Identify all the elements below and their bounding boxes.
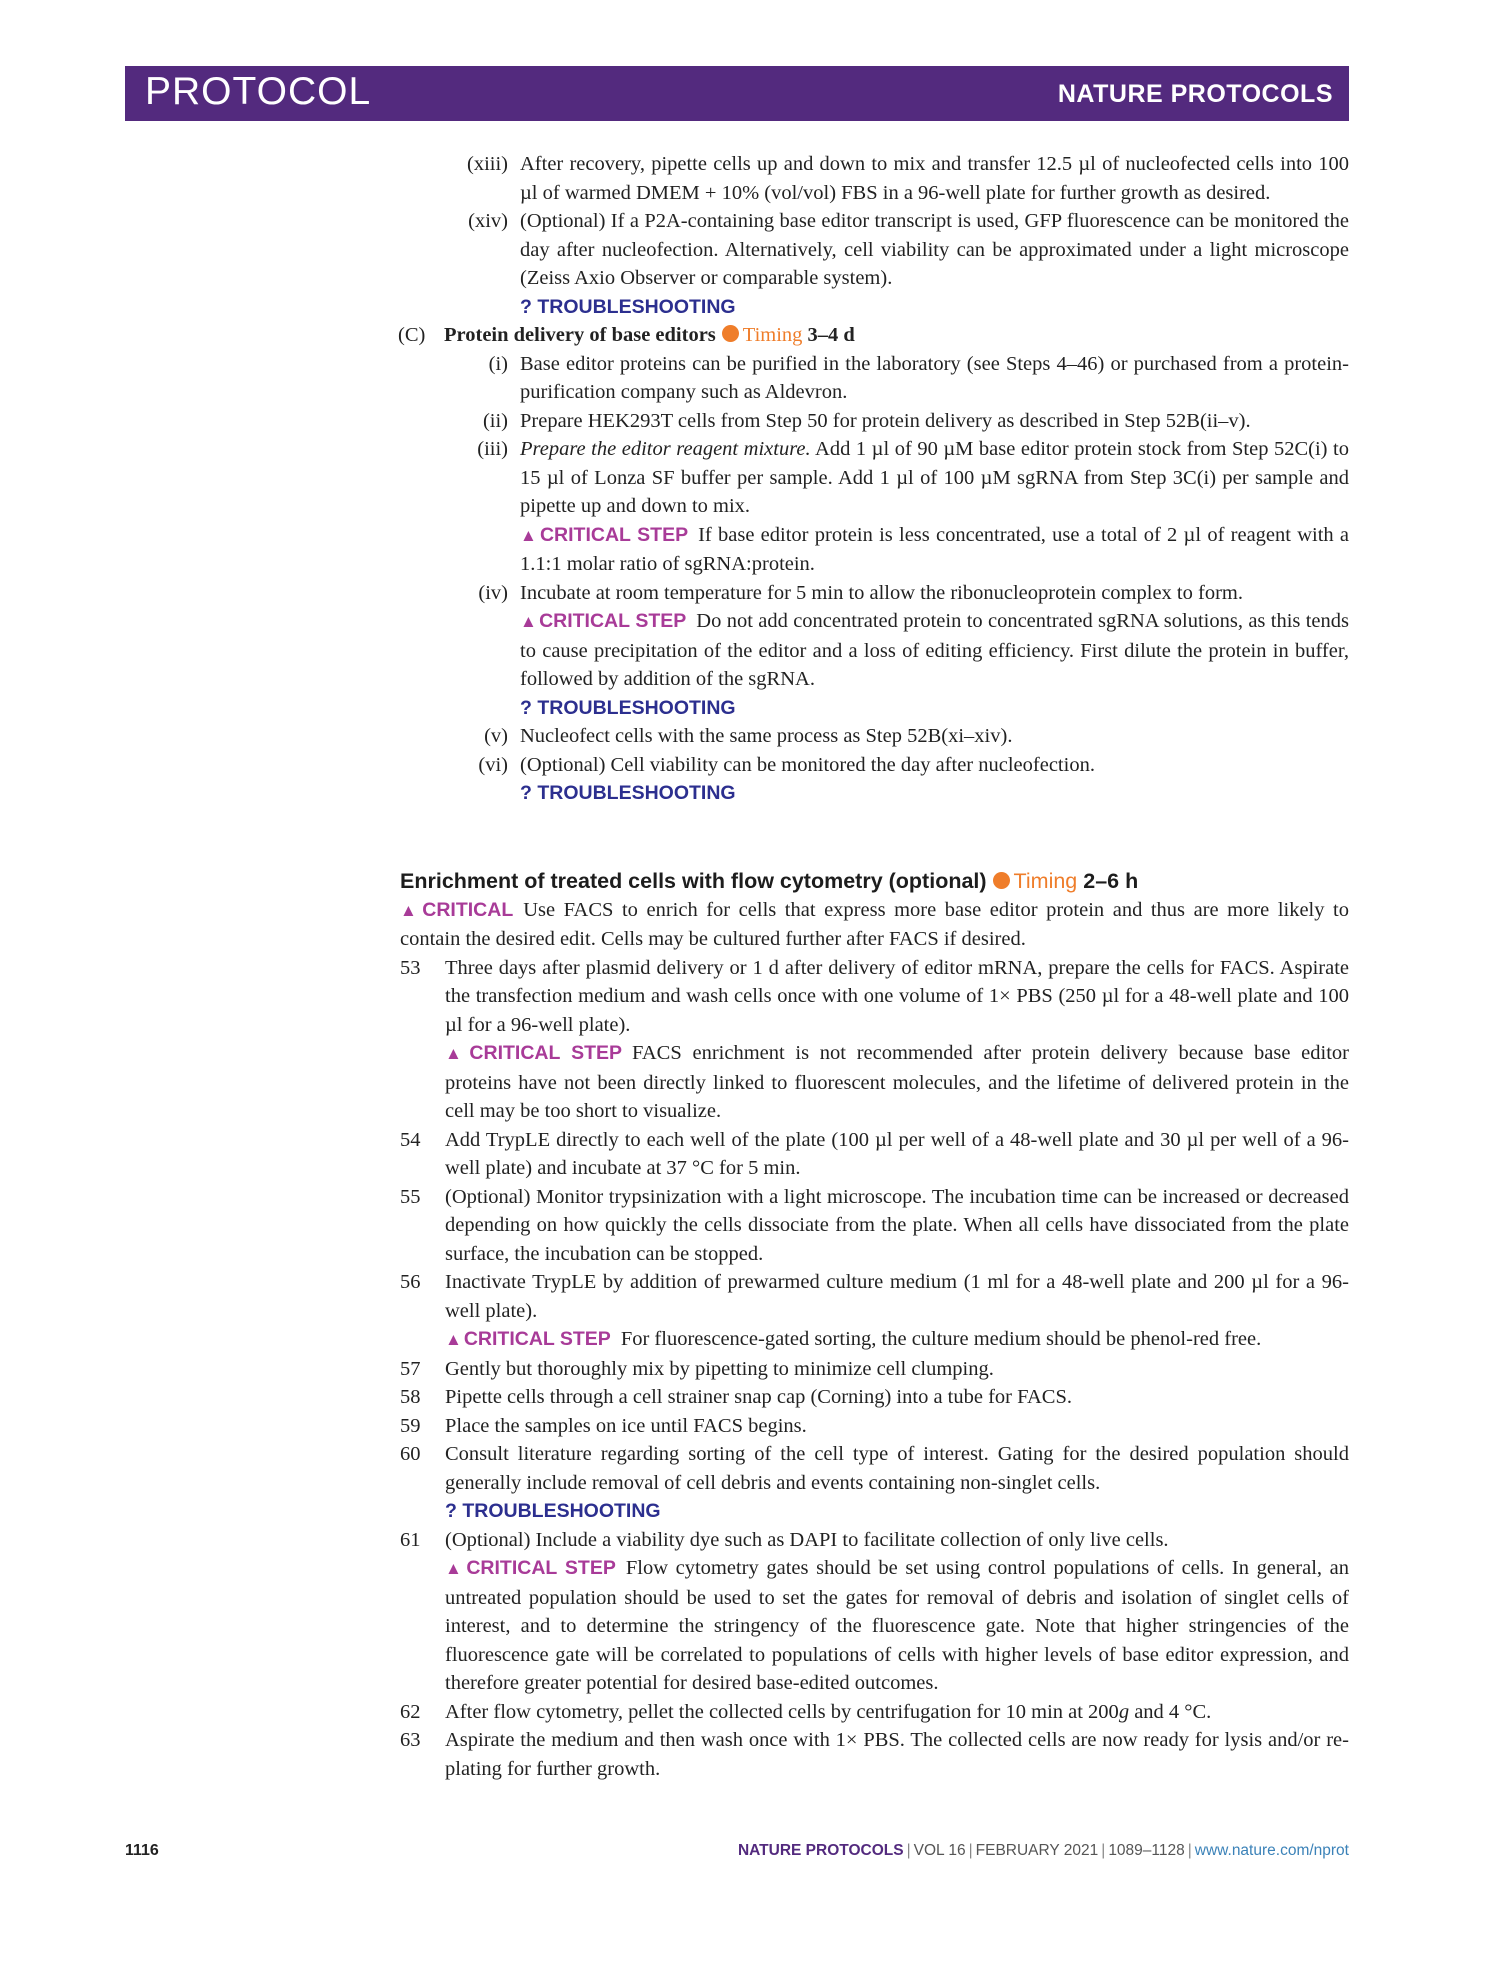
step-text: Place the samples on ice until FACS begins. bbox=[445, 1414, 807, 1437]
critical-step-label: CRITICAL STEP bbox=[466, 1557, 616, 1579]
critical-triangle-icon: ▲ bbox=[520, 525, 538, 545]
item-text: After recovery, pipette cells up and down to mix and transfer 12.5 µl of nucleofected cells into 100 µl of warmed DMEM + 10% (vol/vol) FBS in a 96-well plate for further growth as desired. bbox=[520, 153, 1349, 204]
critical-step-label: CRITICAL STEP bbox=[469, 1042, 622, 1064]
timing-dot-icon bbox=[993, 872, 1010, 889]
section-critical bbox=[400, 896, 1349, 954]
step-text: and 4 °C. bbox=[1129, 1700, 1212, 1723]
procedure-step bbox=[400, 1698, 1349, 1727]
critical-step-text: For fluorescence-gated sorting, the culture medium should be phenol-red free. bbox=[620, 1328, 1262, 1350]
procedure-step bbox=[400, 1268, 1349, 1355]
footer-url-link[interactable]: www.nature.com/nprot bbox=[1194, 1842, 1349, 1859]
critical-step-text: FACS enrichment is not recommended after protein delivery because base editor proteins have not been directly linked to fluorescent molecules, and the lifetime of delivered protein in the cell may be too short to visualize. bbox=[445, 1042, 1349, 1122]
flow-cytometry-section bbox=[400, 867, 1349, 1783]
step-text: Pipette cells through a cell strainer snap cap (Corning) into a tube for FACS. bbox=[445, 1386, 1073, 1408]
footer-journal: NATURE PROTOCOLS bbox=[737, 1842, 904, 1859]
step-text: Inactivate TrypLE by addition of prewarmed culture medium (1 ml for a 48-well plate and 200 µl for a 96-well plate). bbox=[445, 1271, 1349, 1322]
step-text: Aspirate the medium and then wash once with 1× PBS. The collected cells are now ready for lysis and/or re-plating for further growth. bbox=[445, 1729, 1349, 1780]
part-c-label: (C) bbox=[398, 324, 426, 346]
part-c-heading bbox=[400, 321, 1349, 350]
list-item bbox=[400, 207, 1349, 321]
step-text: (Optional) Include a viability dye such as DAPI to facilitate collection of only live cells. bbox=[445, 1528, 1169, 1551]
step-text: Gently but thoroughly mix by pipetting to minimize cell clumping. bbox=[445, 1357, 994, 1380]
critical-step-label: CRITICAL STEP bbox=[539, 523, 689, 546]
item-number: (vi) bbox=[478, 753, 508, 776]
critical-text: Use FACS to enrich for cells that express more base editor protein and thus are more likely to contain the desired edit. Cells may be cultured further after FACS if desired. bbox=[400, 898, 1349, 950]
critical-triangle-icon: ▲ bbox=[445, 1330, 462, 1349]
footer-citation bbox=[738, 1842, 1349, 1860]
troubleshooting-link[interactable]: ? TROUBLESHOOTING bbox=[520, 696, 736, 719]
item-text: (Optional) Cell viability can be monitored the day after nucleofection. bbox=[520, 753, 1095, 776]
list-item bbox=[400, 435, 1349, 579]
step-text: Three days after plasmid delivery or 1 d after delivery of editor mRNA, prepare the cells for FACS. Aspirate the transfection medium and wash cells once with one volume of 1× PBS (250 µl for a 48-well plate and 100 µl for a 96-well plate). bbox=[445, 956, 1349, 1036]
part-c-title: Protein delivery of base editors bbox=[444, 324, 716, 346]
step-number: 58 bbox=[400, 1386, 421, 1408]
critical-label: CRITICAL bbox=[422, 898, 514, 921]
timing-label: Timing bbox=[1013, 869, 1078, 893]
critical-step-text: Do not add concentrated protein to concentrated sgRNA solutions, as this tends to cause precipitation of the editor and a loss of editing efficiency. First dilute the protein in buffer, followed by addition of the sgRNA. bbox=[520, 610, 1349, 690]
journal-name-header: NATURE PROTOCOLS bbox=[1057, 80, 1333, 108]
item-number: (iv) bbox=[478, 581, 508, 604]
item-text: Incubate at room temperature for 5 min to allow the ribonucleoprotein complex to form. bbox=[520, 581, 1243, 604]
step-number: 54 bbox=[400, 1128, 421, 1151]
item-text: (Optional) If a P2A-containing base editor transcript is used, GFP fluorescence can be monitored the day after nucleofection. Alternatively, cell viability can be approximated under a light microscope (Zeiss Axio Observer or comparable system). bbox=[520, 210, 1349, 289]
list-item bbox=[400, 350, 1349, 407]
list-item bbox=[400, 579, 1349, 723]
step-number: 59 bbox=[400, 1414, 421, 1437]
critical-triangle-icon: ▲ bbox=[520, 612, 538, 631]
footer-separator: | bbox=[1187, 1842, 1192, 1859]
step-text: Add TrypLE directly to each well of the plate (100 µl per well of a 48-well plate and 30 µl per well of a 96-well plate) and incubate at 37 °C for 5 min. bbox=[445, 1128, 1349, 1179]
item-number: (iii) bbox=[477, 438, 508, 460]
step-number: 62 bbox=[400, 1700, 421, 1723]
step-number: 53 bbox=[400, 956, 421, 979]
item-text: Add 1 µl of 90 µM base editor protein stock from Step 52C(i) to 15 µl of Lonza SF buffer per sample. Add 1 µl of 100 µM sgRNA from Step 3C(i) per sample and pipette up and down to mix. bbox=[520, 438, 1349, 517]
troubleshooting-link[interactable]: ? TROUBLESHOOTING bbox=[445, 1500, 661, 1522]
footer-pages: 1089–1128 bbox=[1108, 1842, 1185, 1859]
item-number: (ii) bbox=[482, 409, 508, 432]
item-number: (xiv) bbox=[468, 210, 508, 232]
critical-triangle-icon: ▲ bbox=[445, 1044, 468, 1063]
item-number: (v) bbox=[484, 725, 508, 747]
item-number: (i) bbox=[488, 352, 508, 375]
critical-triangle-icon: ▲ bbox=[445, 1559, 465, 1578]
procedure-step bbox=[400, 1126, 1349, 1183]
item-text: Nucleofect cells with the same process as Step 52B(xi–xiv). bbox=[520, 725, 1013, 747]
step-number: 57 bbox=[400, 1357, 421, 1380]
procedure-step bbox=[400, 1726, 1349, 1783]
list-item bbox=[400, 407, 1349, 436]
procedure-step bbox=[400, 1526, 1349, 1698]
item-text: Base editor proteins can be purified in the laboratory (see Steps 4–46) or purchased from a protein-purification company such as Aldevron. bbox=[520, 352, 1349, 403]
troubleshooting-link[interactable]: ? TROUBLESHOOTING bbox=[520, 782, 736, 804]
timing-value: 3–4 d bbox=[807, 324, 855, 346]
step-text: Consult literature regarding sorting of the cell type of interest. Gating for the desired population should generally include removal of cell debris and events containing non-singlet cells. bbox=[445, 1443, 1349, 1494]
timing-label: Timing bbox=[742, 324, 803, 346]
journal-header-bar bbox=[125, 66, 1349, 121]
item-number: (xiii) bbox=[467, 153, 508, 175]
step-number: 56 bbox=[400, 1271, 421, 1293]
footer-date: FEBRUARY 2021 bbox=[975, 1842, 1099, 1859]
item-text: Prepare HEK293T cells from Step 50 for protein delivery as described in Step 52B(ii–v). bbox=[520, 409, 1251, 432]
critical-step-label: CRITICAL STEP bbox=[463, 1328, 611, 1350]
critical-step-text: Flow cytometry gates should be set using control populations of cells. In general, an untreated population should be used to set the gates for removal of debris and isolation of singlet cells of interest, and to determine the stringency of the fluorescence gate. Note that higher stringencies of the fluorescence gate will be correlated to populations of cells with higher levels of base editor expression, and therefore greater potential for desired base-edited outcomes. bbox=[445, 1557, 1350, 1694]
section-title: Enrichment of treated cells with flow cytometry (optional) bbox=[400, 869, 987, 893]
timing-value: 2–6 h bbox=[1083, 869, 1139, 893]
step-number: 60 bbox=[400, 1443, 421, 1465]
footer-separator: | bbox=[906, 1842, 911, 1859]
troubleshooting-link[interactable]: ? TROUBLESHOOTING bbox=[520, 295, 736, 318]
critical-triangle-icon: ▲ bbox=[400, 900, 421, 920]
procedure-step bbox=[400, 1183, 1349, 1269]
procedure-step bbox=[400, 1355, 1349, 1384]
critical-step-text: If base editor protein is less concentrated, use a total of 2 µl of reagent with a 1.1:1 molar ratio of sgRNA:protein. bbox=[520, 523, 1350, 575]
article-type-label: PROTOCOL bbox=[145, 70, 372, 113]
procedure-step bbox=[400, 1383, 1349, 1412]
timing-dot-icon bbox=[722, 325, 739, 342]
procedure-step bbox=[400, 1412, 1349, 1441]
procedure-step bbox=[400, 954, 1349, 1126]
page-number: 1116 bbox=[125, 1842, 159, 1859]
list-item bbox=[400, 722, 1349, 751]
step-number: 55 bbox=[400, 1185, 421, 1208]
step-number: 63 bbox=[400, 1729, 421, 1751]
step-number: 61 bbox=[400, 1528, 421, 1551]
footer-separator: | bbox=[1101, 1842, 1106, 1859]
step-text-italic: g bbox=[1118, 1700, 1130, 1723]
procedure-step bbox=[400, 1440, 1349, 1526]
list-item bbox=[400, 751, 1349, 808]
step-text: After flow cytometry, pellet the collected cells by centrifugation for 10 min at 200 bbox=[445, 1700, 1119, 1723]
step-text: (Optional) Monitor trypsinization with a light microscope. The incubation time can be increased or decreased depending on how quickly the cells dissociate from the plate. When all cells have dissociated from the plate surface, the incubation can be stopped. bbox=[445, 1185, 1349, 1265]
list-item bbox=[400, 150, 1349, 207]
footer-volume: VOL 16 bbox=[913, 1842, 966, 1859]
section-heading bbox=[400, 867, 1349, 896]
footer-separator: | bbox=[968, 1842, 973, 1859]
critical-step-label: CRITICAL STEP bbox=[539, 610, 687, 632]
procedure-part-b-c bbox=[400, 150, 1349, 808]
item-italic-lead: Prepare the editor reagent mixture. bbox=[520, 438, 811, 460]
